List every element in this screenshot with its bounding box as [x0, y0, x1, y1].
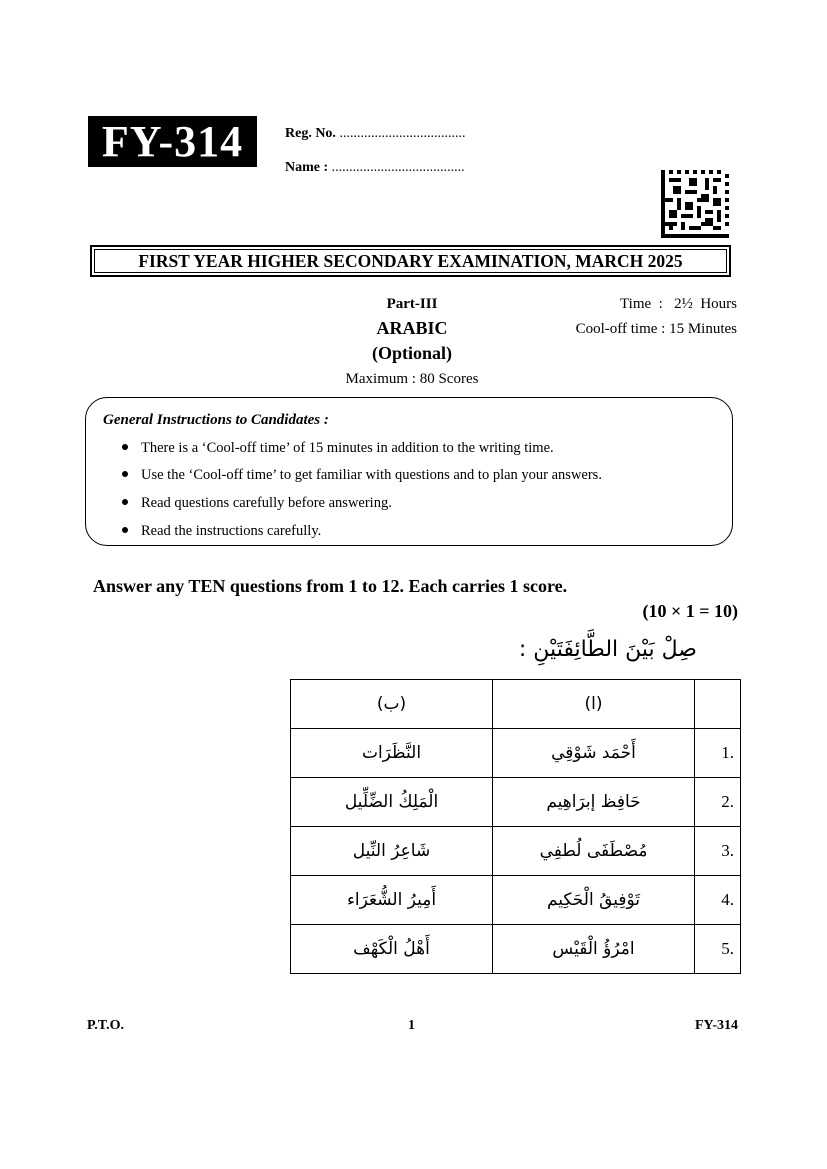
cell-a: تَوْفِيقُ الْحَكِيم [493, 876, 695, 925]
cell-a: أَحْمَد شَوْقِي [493, 729, 695, 778]
instruction-item: Read questions carefully before answering. [122, 495, 392, 512]
bullet-icon [122, 471, 128, 477]
instruction-item: Use the ‘Cool-off time’ to get familiar with questions and to plan your answers. [122, 467, 602, 484]
cell-number: 3. [695, 827, 741, 876]
cell-a: امْرُؤُ الْقَيْس [493, 925, 695, 974]
cell-number: 5. [695, 925, 741, 974]
cell-number: 1. [695, 729, 741, 778]
cell-a: حَافِظ إبرَاهِيم [493, 778, 695, 827]
max-scores: Maximum : 80 Scores [345, 371, 479, 387]
instruction-item: Read the instructions carefully. [122, 523, 321, 540]
cool-off-info: Cool-off time : 15 Minutes [575, 321, 737, 337]
reg-no-field [285, 126, 465, 142]
table-header-row [291, 680, 741, 729]
paper-code-badge: FY-314 [88, 116, 257, 167]
subject-type: (Optional) [371, 343, 452, 363]
cell-b: أَهْلُ الْكَهْف [291, 925, 493, 974]
match-table [290, 679, 741, 974]
name-field [285, 160, 465, 176]
column-header-number [695, 680, 741, 729]
bullet-icon [122, 444, 128, 450]
cell-b: أَمِيرُ الشُّعَرَاء [291, 876, 493, 925]
exam-title: FIRST YEAR HIGHER SECONDARY EXAMINATION, MARCH 2025 [90, 245, 731, 277]
name-dots: ...................................... [331, 160, 465, 175]
section-score: (10 × 1 = 10) [642, 601, 738, 621]
footer-page-number: 1 [408, 1018, 415, 1033]
subject-title: ARABIC [376, 318, 448, 338]
table-row [291, 876, 741, 925]
bullet-icon [122, 527, 128, 533]
cell-b: الْمَلِكُ الضِّلِّيل [291, 778, 493, 827]
footer-paper-code: FY-314 [694, 1018, 738, 1033]
instruction-item: There is a ‘Cool-off time’ of 15 minutes in addition to the writing time. [122, 440, 554, 457]
table-row [291, 925, 741, 974]
time-info: Time : 2½ Hours [620, 296, 737, 312]
cell-b: شَاعِرُ النِّيل [291, 827, 493, 876]
section-instruction: Answer any TEN questions from 1 to 12. Each carries 1 score. [93, 576, 568, 596]
table-row [291, 827, 741, 876]
reg-no-dots: .................................... [339, 126, 466, 141]
column-header-b: (ب) [291, 680, 493, 729]
cell-a: مُصْطَفَى لُطفِي [493, 827, 695, 876]
footer-pto: P.T.O. [87, 1018, 124, 1033]
part-label: Part-III [386, 296, 438, 312]
qr-code-icon [661, 170, 729, 238]
bullet-icon [122, 499, 128, 505]
cell-number: 2. [695, 778, 741, 827]
table-row [291, 729, 741, 778]
arabic-question-heading: صِلْ بَيْنَ الطَّائِفَتَيْنِ : [518, 637, 697, 662]
table-row [291, 778, 741, 827]
instructions-title: General Instructions to Candidates : [103, 412, 329, 428]
cell-number: 4. [695, 876, 741, 925]
cell-b: النَّظَرَات [291, 729, 493, 778]
name-label: Name : [285, 160, 329, 175]
reg-no-label: Reg. No. [285, 126, 336, 141]
column-header-a: (ا) [493, 680, 695, 729]
